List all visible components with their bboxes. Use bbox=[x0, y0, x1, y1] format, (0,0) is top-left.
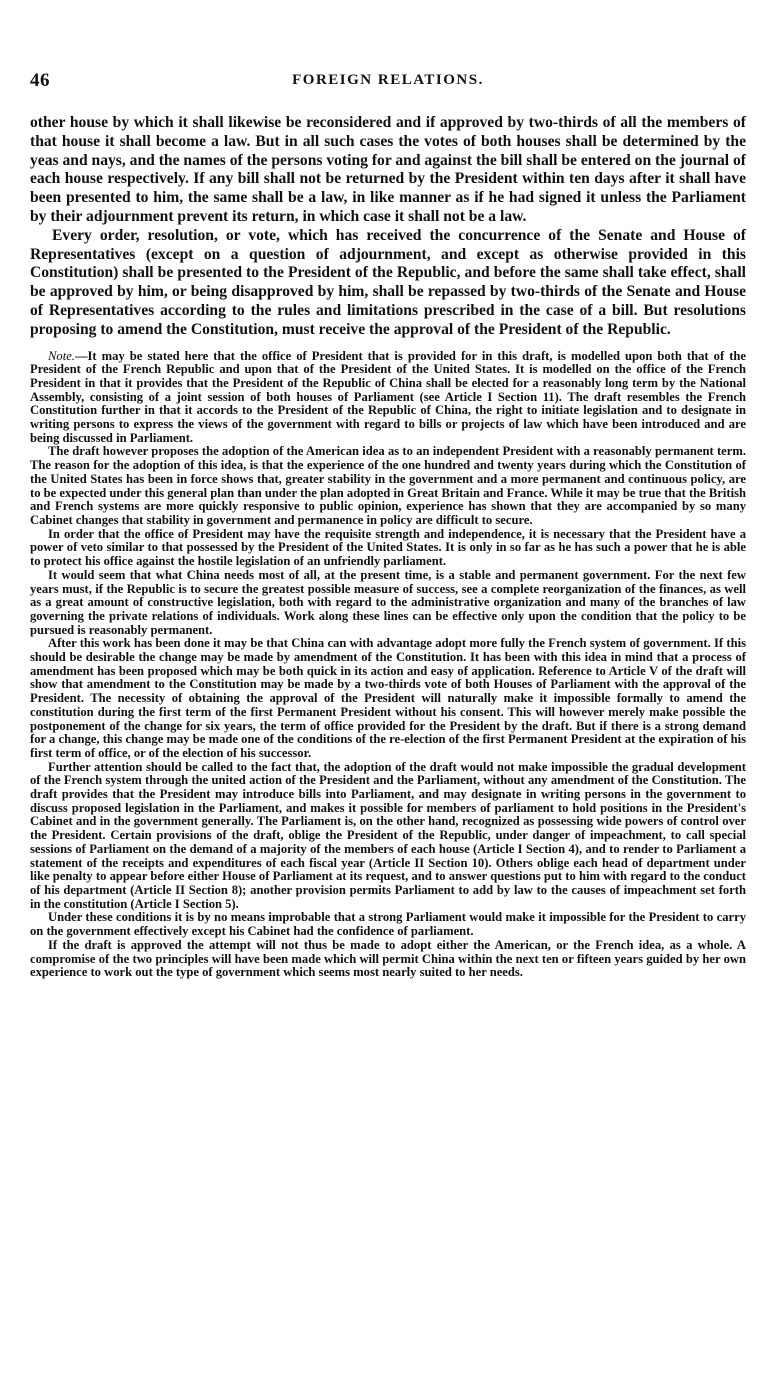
note-label: Note. bbox=[48, 348, 75, 363]
note-dash: — bbox=[74, 348, 88, 363]
note-paragraph: Under these conditions it is by no means improbable that a strong Parliament would make it impossible for the President to carry on the government effectively except his Cabinet had the confidence of parliament. bbox=[30, 910, 746, 939]
main-text bbox=[30, 114, 746, 340]
note-paragraph: After this work has been done it may be that China can with advantage adopt more fully the French system of government. If this should be desirable the change may be made by amendment of the Constitution. It has been with this idea in mind that a process of amendment has been proposed which may be both quick in its action and easy of application. Reference to Article V of the draft will show that amendment to the Constitution may be made by a two-thirds vote of both Houses of Parliament with the approval of the President. The necessity of obtaining the approval of the President will naturally make it impossible formally to amend the constitution during the first term of the first Permanent President without his consent. This will however merely make possible the postponement of the change for six years, the term of office provided for the President by the draft. But if there is a strong demand for a change, this change may be made one of the conditions of the re-election of the first Permanent President at the expiration of his first term of office, or of the election of his successor. bbox=[30, 636, 746, 760]
main-paragraph: other house by which it shall likewise be reconsidered and if approved by two-thirds of all the members of that house it shall become a law. But in all such cases the votes of both houses shall be determined by the yeas and nays, and the names of the persons voting for and against the bill shall be entered on the journal of each house respectively. If any bill shall not be returned by the President within ten days after it shall have been presented to him, the same shall be a law, in like manner as if he had signed it unless the Parliament by their adjournment prevent its return, in which case it shall not be a law. bbox=[30, 114, 746, 225]
note-paragraph: If the draft is approved the attempt will not thus be made to adopt either the American, or the French idea, as a whole. A compromise of the two principles will have been made which will permit China within the next ten or fifteen years guided by her own experience to work out the type of government which seems most nearly suited to her needs. bbox=[30, 937, 746, 980]
note-first-text: It may be stated here that the office of President that is provided for in this draft, is modelled upon both that of the President of the French Republic and upon that of the President of the United States. It is modelled on the office of the French President in that it provides that the President of the Republic of China shall be elected for a reasonably long term by the National Assembly, consisting of a joint session of both houses of Parliament (see Article I Section 11). The draft resembles the French Constitution further in that it accords to the President of the Republic of China, the right to initiate legislation and to designate in writing persons to express the views of the government with regard to bills or projects of law which have been introduced and are being discussed in Parliament. bbox=[30, 348, 746, 445]
page-number: 46 bbox=[30, 70, 50, 91]
note-paragraph: The draft however proposes the adoption of the American idea as to an independent President with a reasonably permanent term. The reason for the adoption of this idea, is that the experience of the one hundred and twenty years during which the Constitution of the United States has been in force shows that, greater stability in the government and a more permanent and continuous policy, are to be expected under this general plan than under the plan adopted in Great Britain and France. While it may be true that the British and French systems are more quickly responsive to public opinion, experience has shown that they are accompanied by so many Cabinet changes that stability in government and permanence in policy are difficult to secure. bbox=[30, 444, 746, 527]
note-paragraph: In order that the office of President may have the requisite strength and independence, it is necessary that the President have a power of veto similar to that possessed by the President of the United States. It is only in so far as he has such a power that he is able to protect his office against the hostile legislation of an unfriendly parliament. bbox=[30, 526, 746, 569]
running-head: FOREIGN RELATIONS. bbox=[292, 72, 484, 88]
note-section bbox=[30, 350, 746, 980]
note-paragraph: It would seem that what China needs most of all, at the present time, is a stable and permanent government. For the next few years must, if the Republic is to secure the greatest possible measure of success, see a complete reorganization of the finances, as well as a great amount of constructive legislation, both with regard to the administrative organization and many of the branches of law governing the private relations of individuals. Work along these lines can be effective only upon the condition that the policy to be pursued is reasonably permanent. bbox=[30, 567, 746, 637]
note-paragraph: Further attention should be called to the fact that, the adoption of the draft would not make impossible the gradual development of the French system through the united action of the President and the Parliament, without any amendment of the Constitution. The draft provides that the President may introduce bills into Parliament, and may designate in writing persons in the government to discuss proposed legislation in the Parliament, and makes it possible for members of parliament to hold positions in the President's Cabinet and in the government generally. The Parliament is, on the other hand, recognized as possessing wide powers of control over the President. Certain provisions of the draft, oblige the President of the Republic, under danger of impeachment, to call special sessions of Parliament on the demand of a majority of the members of each house (Article I Section 4), and to render to Parliament a statement of the receipts and expenditures of each fiscal year (Article II Section 10). Others oblige each head of department under like penalty to appear before either House of Parliament at its request, and to answer questions put to him with regard to the conduct of his department (Article II Section 8); another provision permits Parliament to add by law to the causes of impeachment set forth in the constitution (Article I Section 5). bbox=[30, 759, 746, 911]
body-text bbox=[30, 114, 746, 980]
page-header bbox=[30, 70, 746, 94]
main-paragraph: Every order, resolution, or vote, which has received the concurrence of the Senate and House of Representatives (except on a question of adjournment, and except as otherwise provided in this Constitution) shall be presented to the President of the Republic, and before the same shall take effect, shall be approved by him, or being disapproved by him, shall be repassed by two-thirds of the Senate and House of Representatives according to the rules and limitations prescribed in the case of a bill. But resolutions proposing to amend the Constitution, must receive the approval of the President of the Republic. bbox=[30, 226, 746, 338]
note-paragraph bbox=[30, 350, 746, 446]
